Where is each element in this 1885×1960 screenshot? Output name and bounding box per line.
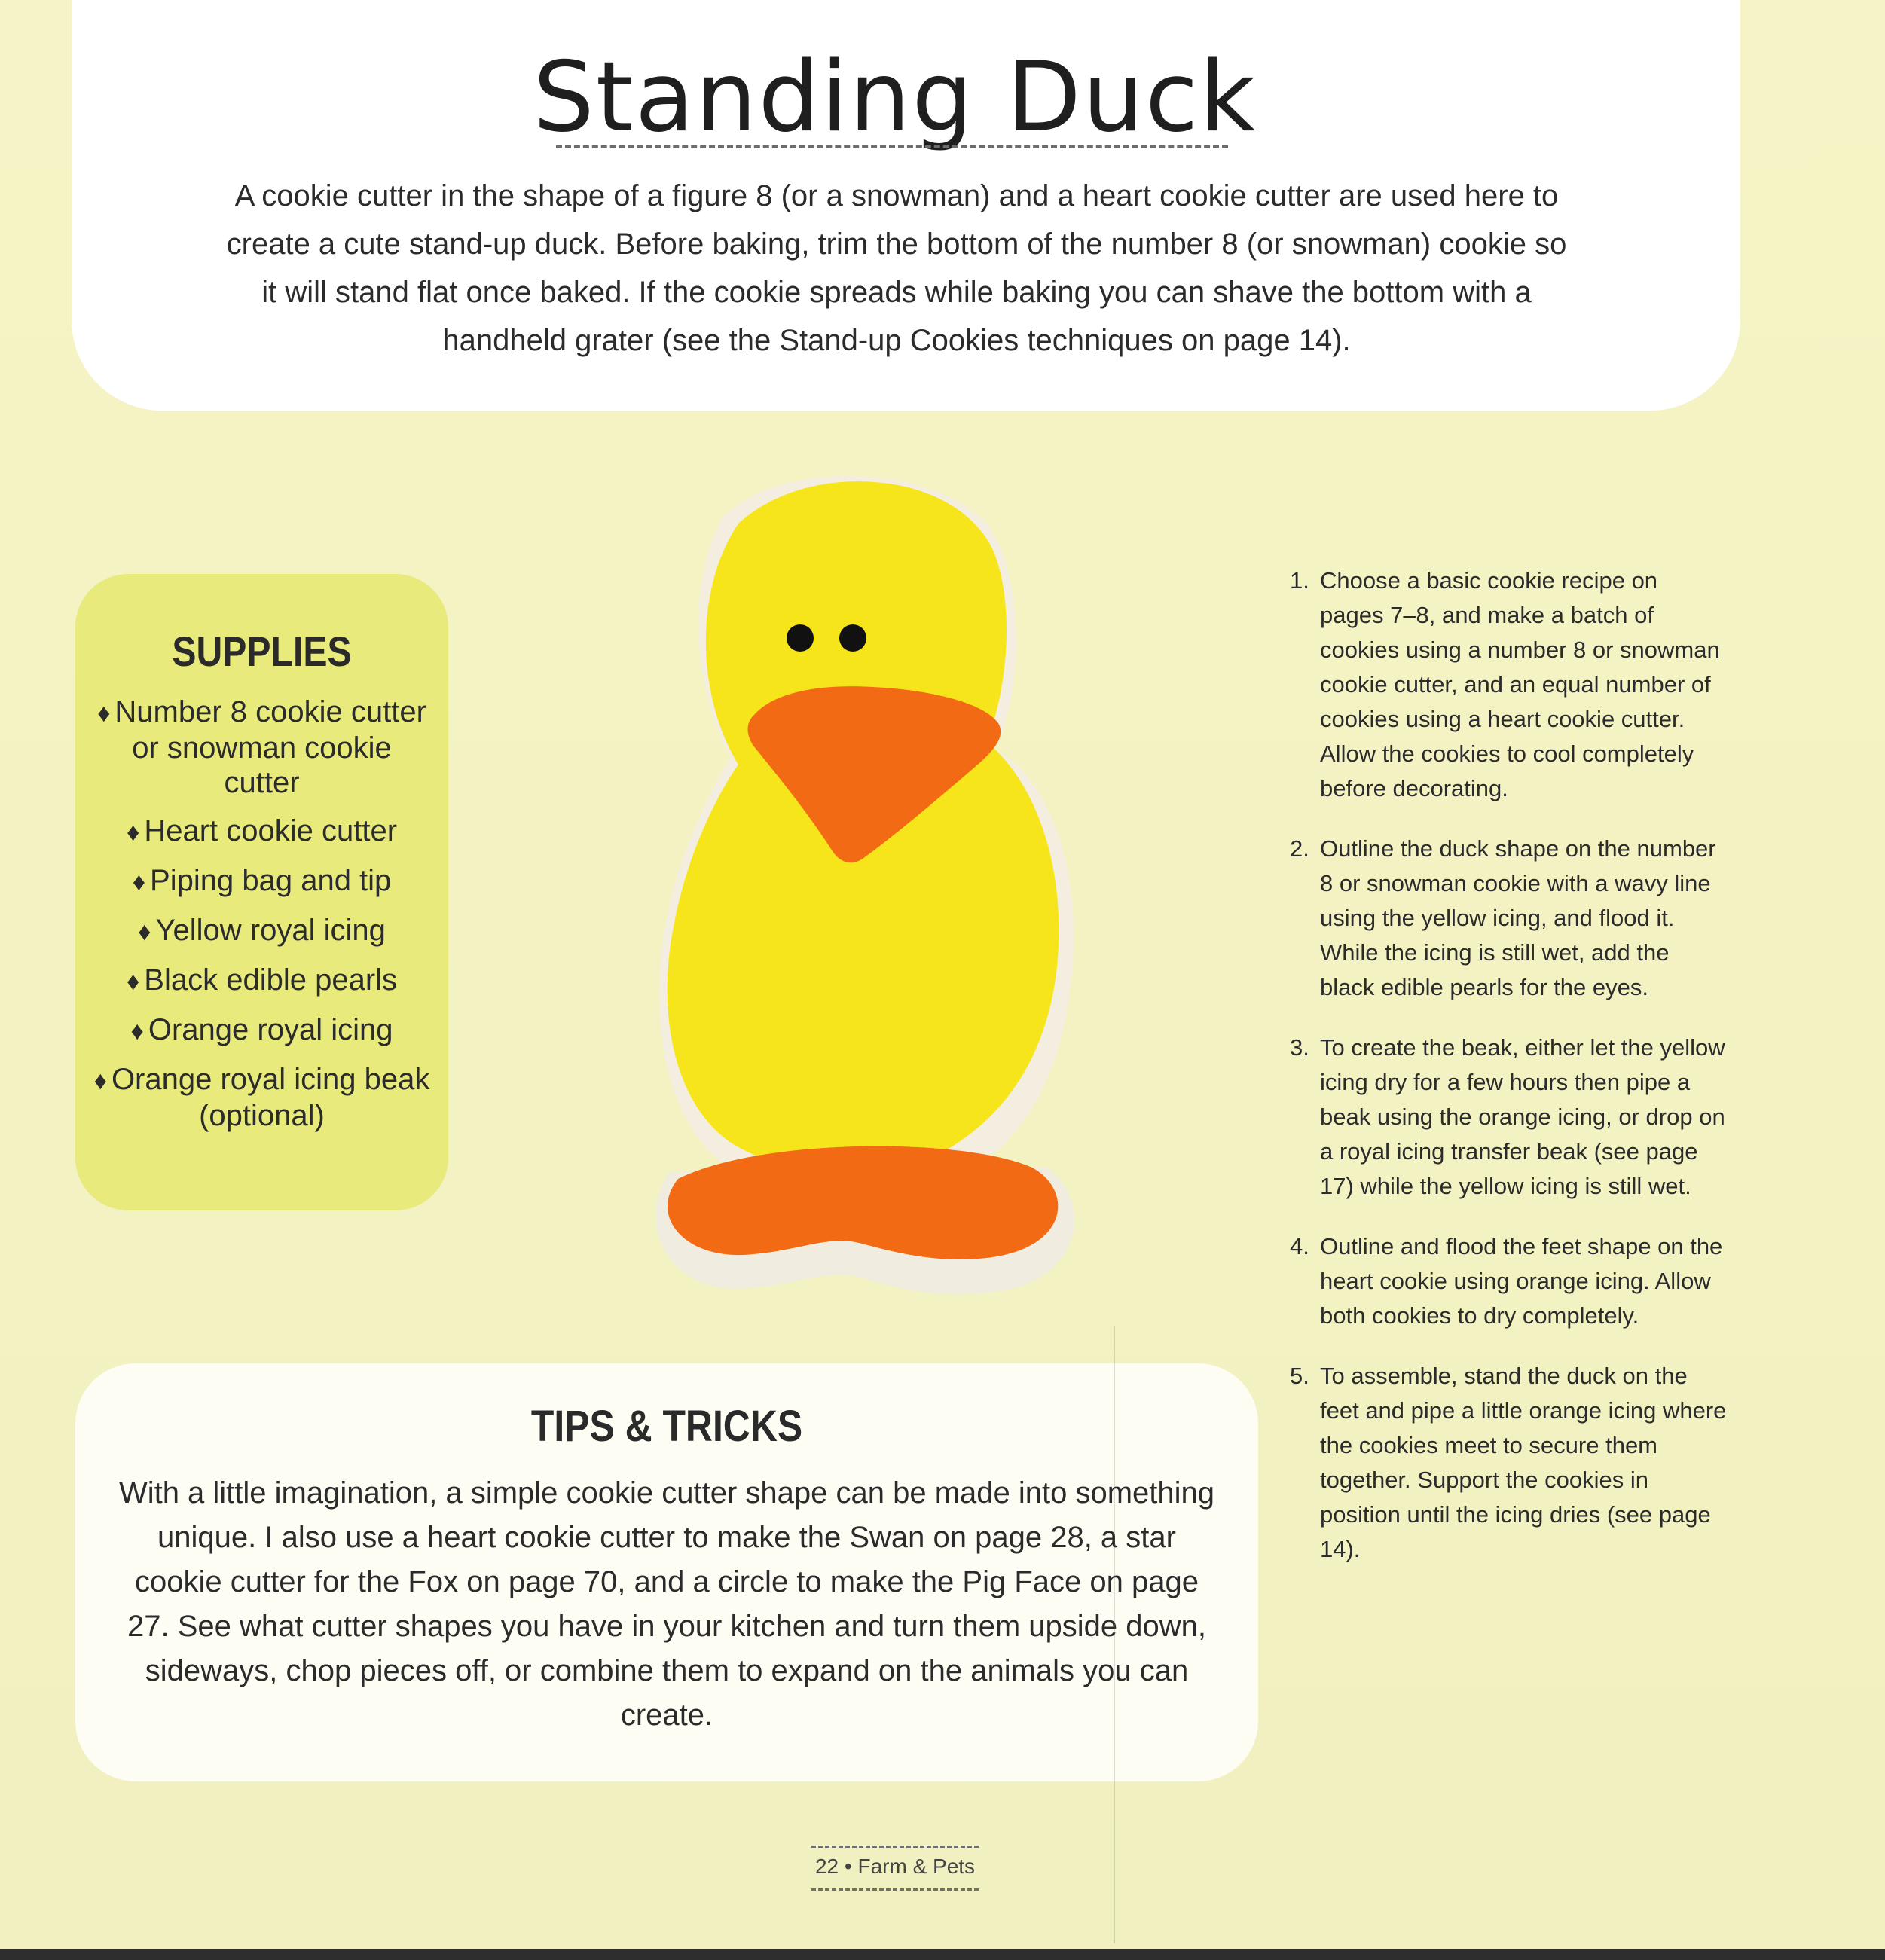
duck-feet-orange-icing (668, 1146, 1058, 1259)
title-dashed-rule (556, 145, 1228, 148)
instruction-step (1290, 832, 1727, 1005)
diamond-bullet-icon: ♦ (126, 967, 140, 996)
step-text: To create the beak, either let the yellow icing dry for a few hours then pipe a beak using the orange icing, or drop on a royal icing transfer beak (see page 17) while the yellow icing is still wet. (1320, 1034, 1725, 1199)
supply-item: ♦ Yellow royal icing (138, 914, 386, 947)
supplies-heading: SUPPLIES (172, 627, 352, 675)
duck-right-eye-pearl (839, 624, 866, 652)
step-number: 1. (1290, 567, 1309, 594)
diamond-bullet-icon: ♦ (130, 1017, 144, 1046)
supplies-list (90, 695, 433, 1146)
supply-item: ♦ Piping bag and tip (132, 864, 392, 897)
page-title: Standing Duck (533, 41, 1257, 154)
page-number: 22 (814, 1855, 839, 1878)
instruction-step (1290, 1359, 1727, 1567)
footer-dashed-rule (811, 1888, 979, 1891)
instruction-step (1290, 563, 1727, 806)
supply-item: ♦ Heart cookie cutter (126, 814, 398, 847)
diamond-bullet-icon: ♦ (132, 868, 146, 896)
duck-cookie-photo (603, 463, 1130, 1322)
page-crease-line (1114, 1326, 1115, 1943)
step-number: 5. (1290, 1363, 1309, 1389)
instruction-step (1290, 1229, 1727, 1333)
intro-paragraph: A cookie cutter in the shape of a figure 8 (or a snowman) and a heart cookie cutter are used here to create a cute stand-up duck. Before baking, trim the bottom of the number 8 (or snowman) cookie so it will stand flat once baked. If the cookie spreads while baking you can shave the bottom with a handheld grater (see the Stand-up Cookies techniques on page 14). (226, 179, 1567, 357)
step-text: To assemble, stand the duck on the feet and pipe a little orange icing where the cookies meet to secure them together. Support the cookies in position until the icing dries (see page 14). (1320, 1363, 1727, 1562)
tips-paragraph: With a little imagination, a simple cookie cutter shape can be made into something unique. I also use a heart cookie cutter to make the Swan on page 28, a star cookie cutter for the Fox on page 70, and a circle to make the Pig Face on page 27. See what cutter shapes you have in your kitchen and turn them upside down, sideways, chop pieces off, or combine them to expand on the animals you can create. (118, 1476, 1215, 1732)
supply-item: ♦ Orange royal icing (130, 1013, 393, 1046)
page-footer (784, 1855, 1007, 1879)
step-number: 4. (1290, 1233, 1309, 1259)
duck-left-eye-pearl (787, 624, 814, 652)
bullet-dot-icon: • (844, 1855, 858, 1878)
scan-bottom-edge (0, 1949, 1885, 1960)
section-name: Farm & Pets (857, 1855, 976, 1878)
supply-item: ♦ Number 8 cookie cutter or snowman cookie cutter (97, 695, 426, 799)
diamond-bullet-icon: ♦ (126, 818, 140, 847)
diamond-bullet-icon: ♦ (97, 699, 111, 728)
tips-heading: TIPS & TRICKS (530, 1402, 803, 1451)
instruction-step (1290, 1030, 1727, 1204)
footer-dashed-rule (811, 1846, 979, 1848)
step-text: Outline the duck shape on the number 8 or snowman cookie with a wavy line using the yellow icing, and flood it. While the icing is still wet, add the black edible pearls for the eyes. (1320, 835, 1716, 1000)
supply-item: ♦ Black edible pearls (126, 963, 398, 997)
step-text: Choose a basic cookie recipe on pages 7–8, and make a batch of cookies using a number 8 or snowman cookie cutter, and an equal number of cookies using a heart cookie cutter. Allow the cookies to cool completely before decorating. (1320, 567, 1720, 801)
diamond-bullet-icon: ♦ (93, 1067, 107, 1095)
diamond-bullet-icon: ♦ (138, 917, 151, 946)
step-number: 3. (1290, 1034, 1309, 1061)
supply-item: ♦ Orange royal icing beak (optional) (93, 1063, 430, 1132)
instructions-list (1290, 563, 1727, 1592)
step-text: Outline and flood the feet shape on the heart cookie using orange icing. Allow both cookies to dry completely. (1320, 1233, 1723, 1329)
step-number: 2. (1290, 835, 1309, 862)
